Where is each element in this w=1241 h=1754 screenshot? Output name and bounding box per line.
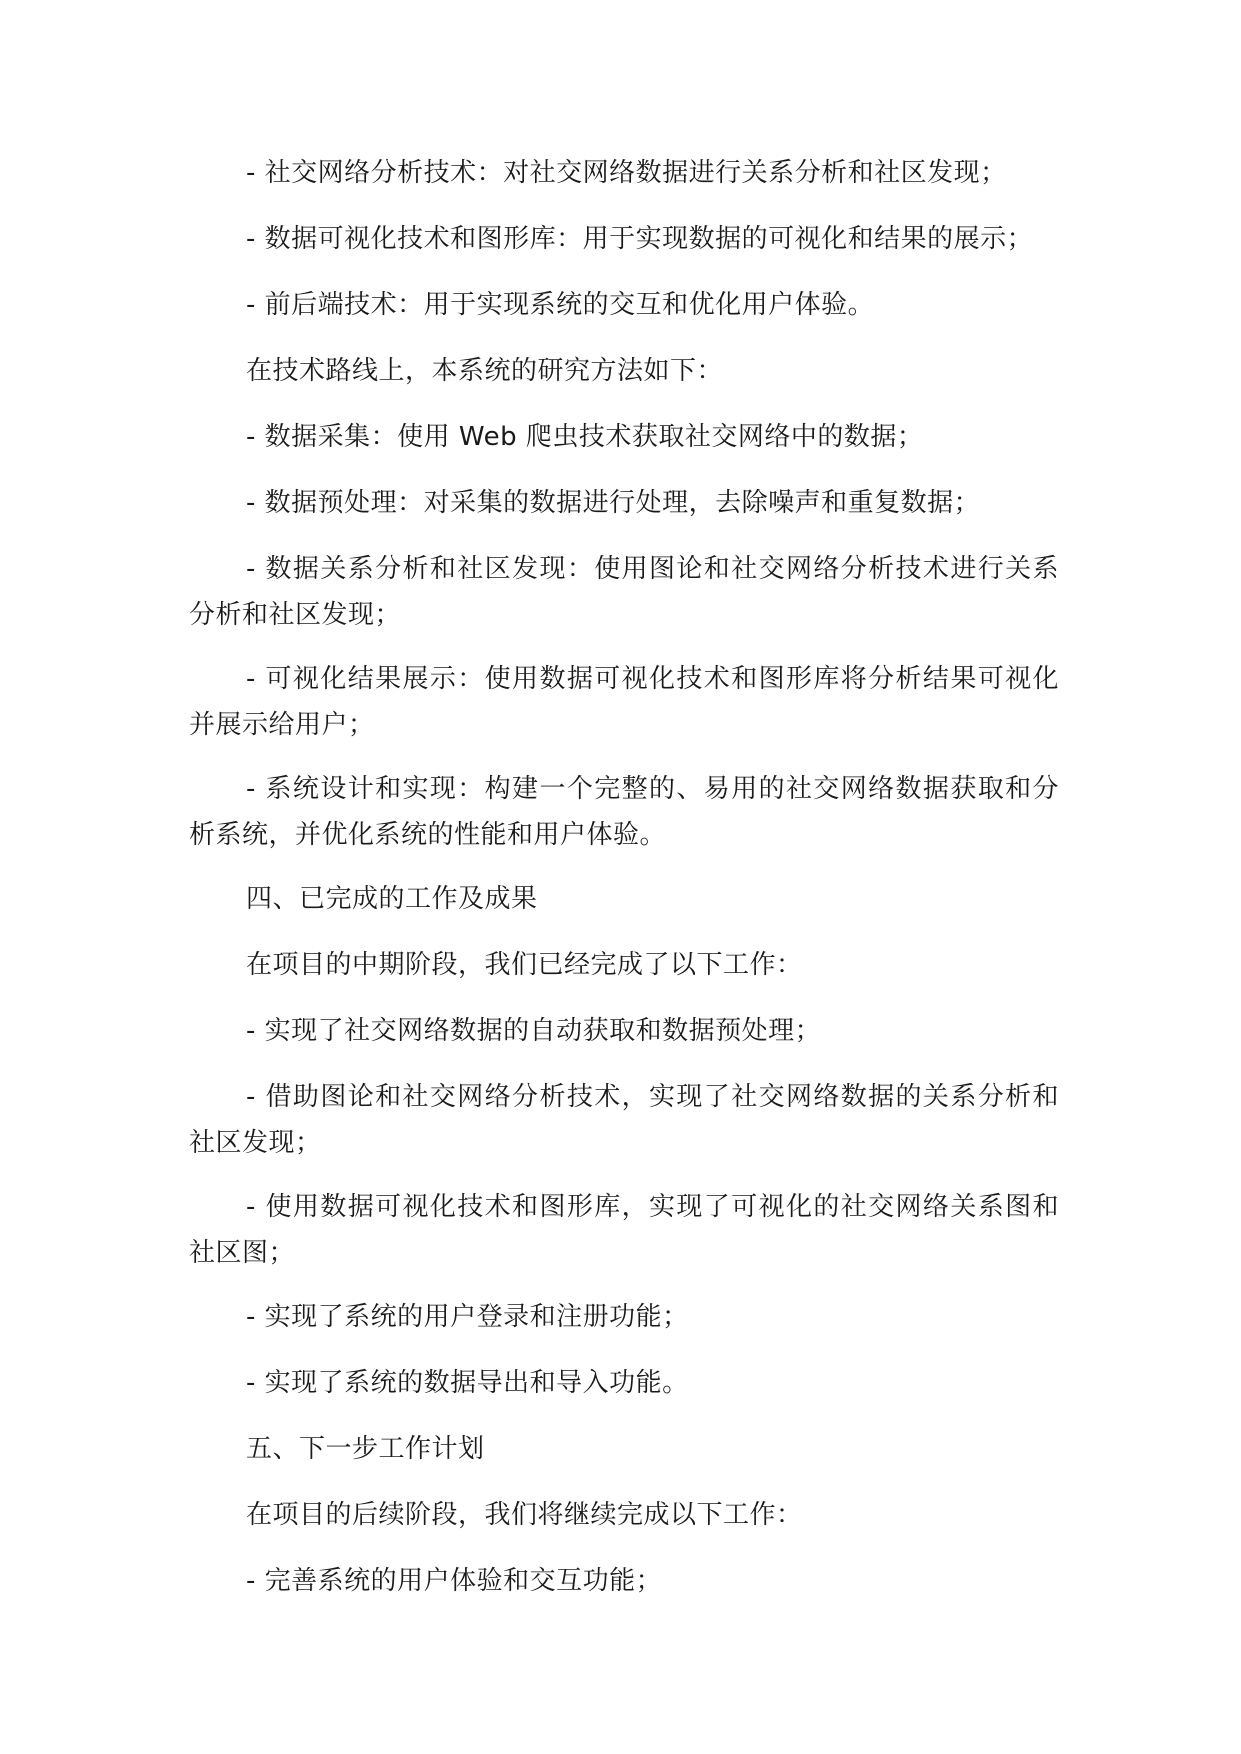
completed-work-intro: 在项目的中期阶段，我们已经完成了以下工作： — [246, 950, 803, 980]
bullet-auto-acquisition: - 实现了社交网络数据的自动获取和数据预处理； — [246, 1016, 822, 1046]
bullet-frontend-backend-tech: - 前后端技术：用于实现系统的交互和优化用户体验。 — [246, 290, 875, 320]
bullet-login-register: - 实现了系统的用户登录和注册功能； — [246, 1302, 689, 1332]
bullet-relation-analysis: - 数据关系分析和社区发现：使用图论和社交网络分析技术进行关系分析和社区发现； — [189, 554, 1059, 630]
tech-route-intro: 在技术路线上，本系统的研究方法如下： — [246, 356, 724, 386]
bullet-visualization-tech: - 数据可视化技术和图形库：用于实现数据的可视化和结果的展示； — [246, 224, 1034, 254]
bullet-visual-results: - 可视化结果展示：使用数据可视化技术和图形库将分析结果可视化并展示给用户； — [189, 664, 1059, 740]
bullet-import-export: - 实现了系统的数据导出和导入功能。 — [246, 1368, 689, 1398]
document-body — [189, 150, 1059, 1624]
bullet-data-preprocessing: - 数据预处理：对采集的数据进行处理，去除噪声和重复数据； — [246, 488, 981, 518]
bullet-relation-graphs: - 使用数据可视化技术和图形库，实现了可视化的社交网络关系图和社区图； — [189, 1192, 1059, 1268]
bullet-graph-analysis: - 借助图论和社交网络分析技术，实现了社交网络数据的关系分析和社区发现； — [189, 1082, 1059, 1158]
next-plan-intro: 在项目的后续阶段，我们将继续完成以下工作： — [246, 1500, 803, 1530]
bullet-data-collection: - 数据采集：使用 Web 爬虫技术获取社交网络中的数据； — [246, 422, 924, 452]
section-heading-completed-work: 四、已完成的工作及成果 — [246, 884, 538, 914]
section-heading-next-plan: 五、下一步工作计划 — [246, 1434, 485, 1464]
bullet-sna-tech: - 社交网络分析技术：对社交网络数据进行关系分析和社区发现； — [246, 158, 1007, 188]
bullet-improve-ux: - 完善系统的用户体验和交互功能； — [246, 1566, 663, 1596]
bullet-system-design: - 系统设计和实现：构建一个完整的、易用的社交网络数据获取和分析系统，并优化系统的性能和用户体验。 — [189, 774, 1059, 850]
